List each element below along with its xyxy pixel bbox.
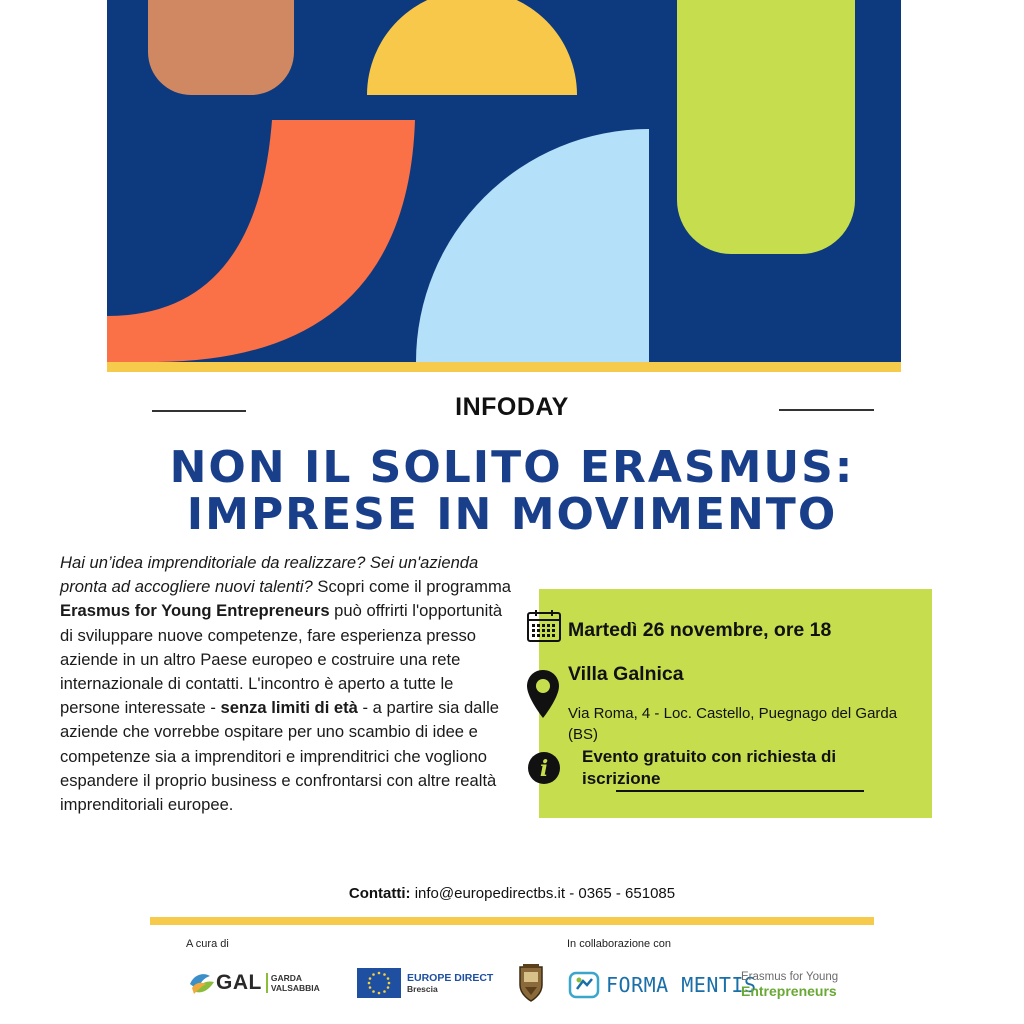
collaboration-label: In collaborazione con: [567, 938, 671, 950]
eye-line-1: Erasmus for Young: [741, 971, 839, 983]
intro-text-2: può offrirti l'opportunità di sviluppare nuove competenze, fare esperienza presso aziende in un altro Paese europeo e costruire una rete internazionale di contatti. L'incontro è aperto a tutte le persone interessate -: [60, 601, 503, 718]
curated-by-label: A cura di: [186, 938, 229, 950]
terracotta-capsule: [148, 0, 294, 95]
contacts-value[interactable]: info@europedirectbs.it - 0365 - 651085: [410, 885, 676, 902]
gal-leaf-icon: [188, 970, 216, 996]
europe-direct-text: [407, 972, 493, 995]
europe-direct-name: EUROPE DIRECT: [407, 971, 494, 984]
hero-artwork: [107, 0, 901, 362]
erasmus-young-entrepreneurs-logo: [741, 971, 838, 999]
kicker-infoday: INFODAY: [455, 393, 569, 421]
event-date: Martedì 26 novembre, ore 18: [568, 619, 832, 641]
hero-stripe: [107, 362, 901, 372]
title-line-1: NON IL SOLITO ERASMUS:: [169, 442, 855, 493]
forma-mentis-icon: [568, 971, 600, 999]
contacts-line: [0, 885, 1024, 902]
municipal-crest-logo: [516, 963, 546, 1003]
info-icon: [527, 751, 561, 790]
hero-shapes: [107, 0, 901, 362]
forma-mentis-logo: [568, 971, 757, 999]
gal-sub-line-1: GARDA: [270, 973, 302, 983]
svg-text:i: i: [539, 756, 549, 782]
gal-subtitle: [266, 973, 320, 993]
event-address: Via Roma, 4 - Loc. Castello, Puegnago del Garda (BS): [568, 705, 898, 743]
gal-name: GAL: [216, 971, 262, 994]
eu-flag-icon: [357, 968, 401, 998]
forma-mentis-name: FORMA MENTIS: [606, 973, 757, 997]
intro-text-3: - a partire sia dalle aziende che vorrebbe ospitare per uno scambio di idee e competenze sia a imprenditori e imprenditrici che vogliono espandere il proprio business e confrontarsi con altre realtà imprenditoriali europee.: [60, 698, 500, 815]
europe-direct-city: Brescia: [407, 983, 438, 994]
map-pin-icon: [525, 668, 561, 725]
event-venue: Villa Galnica: [568, 663, 684, 685]
lime-capsule: [677, 0, 855, 254]
intro-bold-program: Erasmus for Young Entrepreneurs: [60, 601, 330, 621]
title-line-2: IMPRESE IN MOVIMENTO: [186, 489, 838, 540]
contacts-label: Contatti:: [348, 885, 411, 902]
event-free-registration: Evento gratuito con richiesta di iscrizione: [582, 747, 837, 788]
intro-text-1: Scopri come il programma: [312, 577, 512, 597]
calendar-icon: [526, 609, 562, 648]
intro-italic: Hai un’idea imprenditoriale da realizzare? Sei un'azienda pronta ad accogliere nuovi talenti?: [60, 553, 479, 597]
gal-garda-valsabbia-logo: [188, 970, 320, 996]
europe-direct-logo: [357, 968, 493, 998]
event-underline: [616, 790, 864, 792]
eye-line-2: Entrepreneurs: [741, 983, 837, 999]
intro-paragraph: [60, 551, 516, 817]
gal-sub-line-2: VALSABBIA: [270, 983, 320, 993]
footer-stripe: [150, 917, 874, 925]
intro-bold-age: senza limiti di età: [220, 698, 358, 718]
crest-icon: [516, 963, 546, 1003]
